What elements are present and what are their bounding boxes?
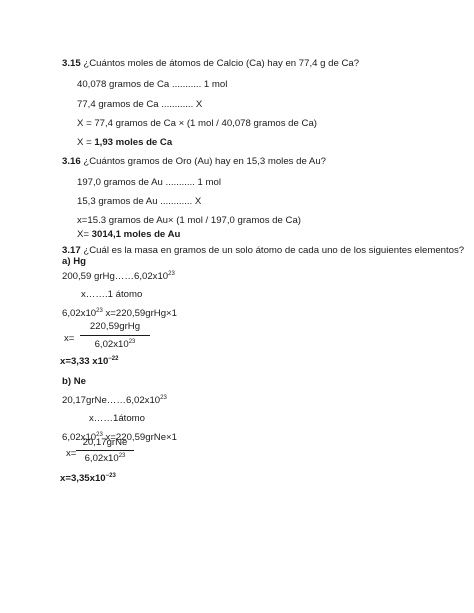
calc-line: 40,078 gramos de Ca ........... 1 mol [77,79,228,90]
exponent: 23 [128,339,136,345]
calc-text: 6,02x10 [94,339,129,350]
answer-prefix: X= [77,229,92,240]
question-number: 3.16 [62,156,81,167]
question-text: ¿Cuántos gramos de Oro (Au) hay en 15,3 moles de Au? [80,156,326,167]
question-text: ¿Cuántos moles de átomos de Calcio (Ca) hay en 77,4 g de Ca? [80,58,360,69]
question-3-15 [62,58,359,70]
exponent: −23 [105,473,116,479]
exponent: 23 [96,432,103,438]
answer-value: x=3,35x10 [60,473,106,484]
calc-line: x…….1 átomo [81,289,143,300]
fraction-x: x= [64,333,75,344]
answer-value: x=3,33 x10 [60,356,109,367]
answer-line [77,229,180,241]
fraction-numerator: 220,59grHg [89,321,141,332]
exponent: 23 [96,308,103,314]
calc-line [62,308,177,320]
calc-line [62,271,175,283]
calc-text: 6,02x10 [62,432,97,443]
fraction-bar [76,450,134,451]
answer-line [60,356,118,368]
exponent: 23 [168,271,175,277]
subquestion-label: b) Ne [62,376,86,387]
question-3-17 [62,245,464,257]
question-text: ¿Cuál es la masa en gramos de un solo átomo de cada uno de los siguientes elementos? [80,245,465,256]
calc-line: x=15.3 gramos de Au× (1 mol / 197,0 gramos de Ca) [77,215,301,226]
answer-value: 3014,1 moles de Au [91,229,181,240]
exponent: 23 [160,395,167,401]
question-number: 3.17 [62,245,81,256]
fraction-numerator: 20,17grNe [82,437,128,448]
calc-line: 197,0 gramos de Au ........... 1 mol [77,177,221,188]
fraction-denominator [80,339,150,351]
calc-text: x=220,59grHg×1 [102,308,177,319]
calc-text: 200,59 grHg……6,02x10 [62,271,169,282]
calc-line: 77,4 gramos de Ca ............ X [77,99,203,110]
fraction-denominator [76,453,134,465]
question-3-16 [62,156,326,168]
answer-line [77,137,172,149]
calc-line: X = 77,4 gramos de Ca × (1 mol / 40,078 gramos de Ca) [77,118,317,129]
exponent: 23 [118,453,126,459]
calc-line: x……1átomo [89,413,145,424]
exponent: −22 [108,356,119,362]
calc-line: 15,3 gramos de Au ............ X [77,196,202,207]
calc-line [62,395,167,407]
calc-text: x=220,59grNe×1 [102,432,177,443]
fraction-bar [80,335,150,336]
answer-value: 1,93 moles de Ca [94,137,173,148]
fraction-x: x= [66,448,77,459]
answer-line [60,473,116,485]
calc-text: 6,02x10 [84,453,119,464]
question-number: 3.15 [62,58,81,69]
calc-text: 6,02x10 [62,308,97,319]
calc-text: 20,17grNe……6,02x10 [62,395,161,406]
answer-prefix: X = [77,137,95,148]
subquestion-label: a) Hg [62,256,86,267]
